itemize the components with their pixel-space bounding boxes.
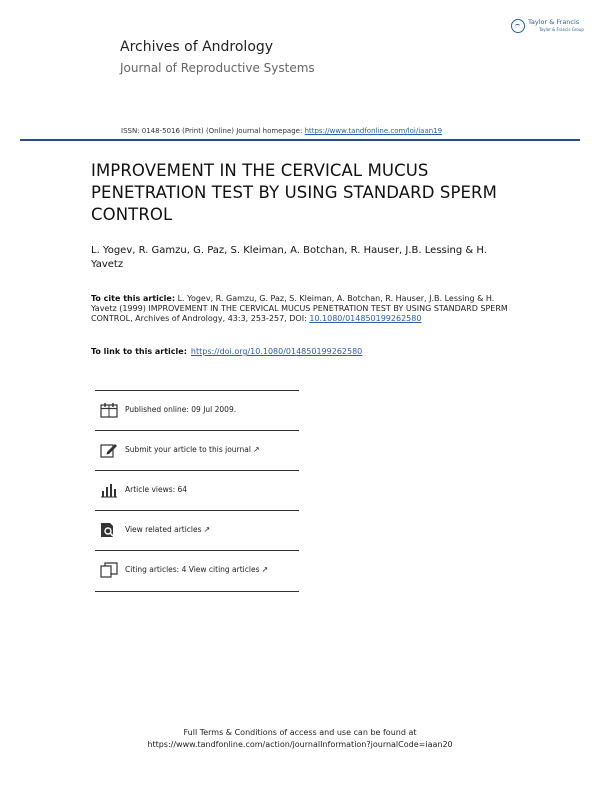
article-title: IMPROVEMENT IN THE CERVICAL MUCUS PENETRATION TEST BY USING STANDARD SPERM CONTROL (91, 161, 497, 224)
external-link-icon: ↗ (261, 565, 269, 574)
article-authors: L. Yogev, R. Gamzu, G. Paz, S. Kleiman, A. Botchan, R. Hauser, J.B. Lessing & H. Yavetz (91, 245, 487, 270)
footer-terms-text: Full Terms & Conditions of access and use can be found at (183, 728, 417, 737)
published-online-text: Published online: 09 Jul 2009. (125, 405, 237, 414)
submit-article-link[interactable] (125, 445, 260, 454)
related-articles-link[interactable] (125, 525, 210, 534)
bar-chart-icon (100, 482, 118, 498)
citation-text: L. Yogev, R. Gamzu, G. Paz, S. Kleiman, A. Botchan, R. Hauser, J.B. Lessing & H. Yavetz (1999) IMPROVEMENT IN THE CERVICAL MUCUS PENETRATION TEST BY USING STANDARD SPERM CONTROL, Archives of Andrology, 43:3, 253-257, DOI: (91, 294, 508, 324)
article-views-text: Article views: 64 (125, 485, 188, 494)
published-online-row (95, 390, 299, 431)
citing-articles-link[interactable] (125, 565, 268, 574)
article-link-label: To link to this article: (91, 347, 187, 356)
external-link-icon: ↗ (252, 445, 260, 454)
issn-line (121, 127, 442, 135)
edit-icon (100, 442, 118, 458)
submit-article-row[interactable] (95, 430, 299, 471)
related-articles-row[interactable] (95, 510, 299, 551)
calendar-icon (100, 402, 118, 418)
footer-terms-link[interactable]: https://www.tandfonline.com/action/journalInformation?journalCode=iaan20 (147, 740, 453, 749)
journal-title: Archives of Andrology (120, 39, 274, 55)
journal-homepage-link[interactable]: https://www.tandfonline.com/loi/iaan19 (304, 127, 443, 135)
journal-subtitle: Journal of Reproductive Systems (120, 61, 315, 75)
citation-label: To cite this article: (91, 294, 176, 303)
submit-article-text: Submit your article to this journal (125, 445, 251, 454)
citation-block (91, 294, 511, 325)
citing-articles-text: Citing articles: 4 View citing articles (125, 565, 260, 574)
publisher-logo-icon (511, 19, 525, 33)
external-link-icon: ↗ (203, 525, 211, 534)
citing-articles-row[interactable] (95, 550, 299, 591)
footer (0, 727, 600, 751)
article-doi-link[interactable]: https://doi.org/10.1080/014850199262580 (190, 347, 363, 356)
publisher-name: Taylor & Francis (528, 18, 580, 26)
boxes-bottom-divider (95, 591, 299, 592)
document-search-icon (100, 522, 118, 538)
publisher-group: Taylor & Francis Group (539, 27, 584, 32)
issn-text: ISSN: 0148-5016 (Print) (Online) Journal homepage: (121, 127, 305, 135)
article-views-row (95, 470, 299, 511)
citation-doi-link[interactable]: 10.1080/014850199262580 (309, 314, 422, 324)
copy-documents-icon (100, 562, 118, 578)
publisher-logo (511, 18, 583, 36)
header-divider (20, 139, 580, 141)
related-articles-text: View related articles (125, 525, 202, 534)
article-link-line (91, 347, 362, 356)
